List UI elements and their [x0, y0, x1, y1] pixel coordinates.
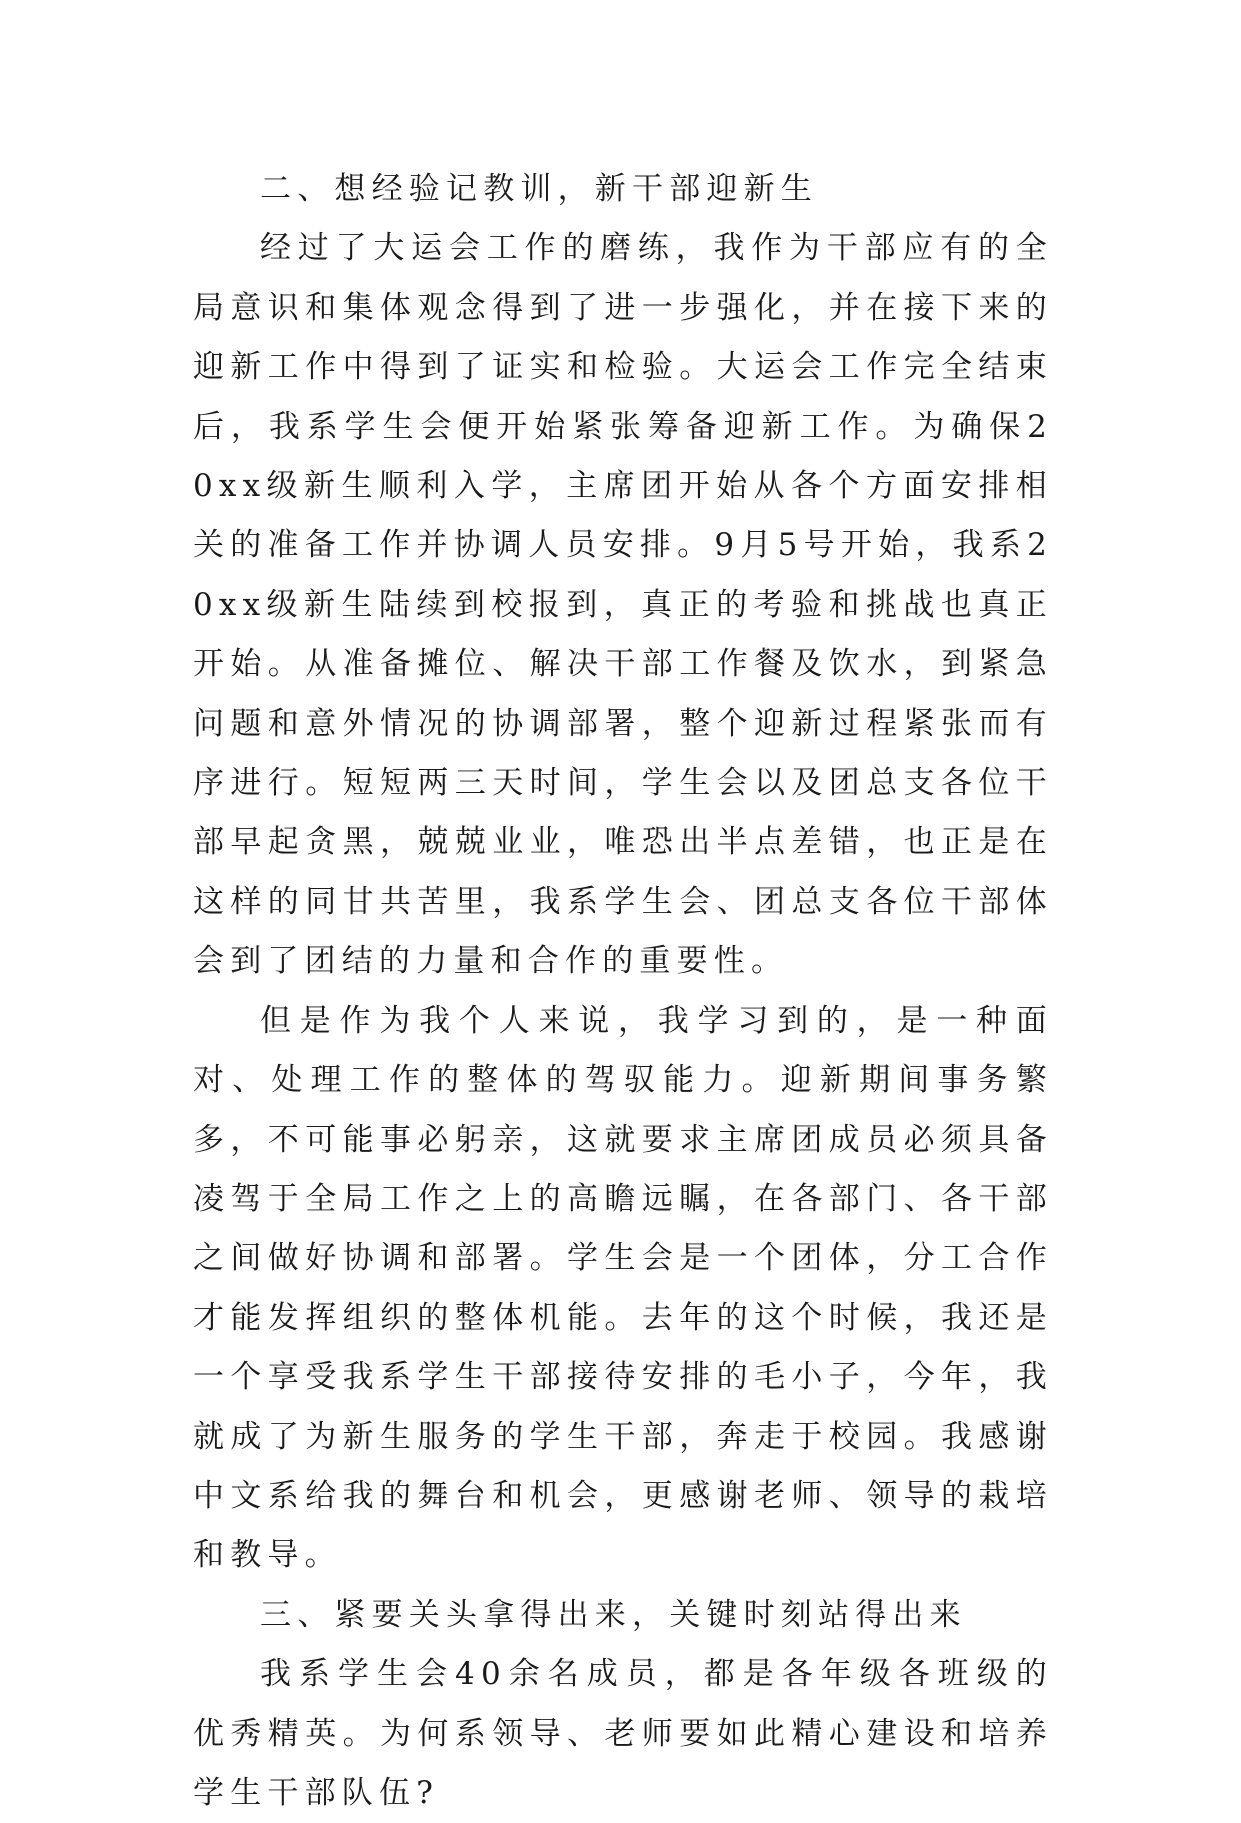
document-page — [193, 160, 1053, 1823]
paragraph-student-union-members: 我系学生会40余名成员，都是各年级各班级的优秀精英。为何系领导、老师要如此精心建设和培养学生干部队伍? — [193, 1656, 1053, 1811]
paragraph-welcome-work: 经过了大运会工作的磨练，我作为干部应有的全局意识和集体观念得到了进一步强化，并在接下来的迎新工作中得到了证实和检验。大运会工作完全结束后，我系学生会便开始紧张筹备迎新工作。为确保20xx级新生顺利入学，主席团开始从各个方面安排相关的准备工作并协调人员安排。9月5号开始，我系20xx级新生陆续到校报到，真正的考验和挑战也真正开始。从准备摊位、解决干部工作餐及饮水，到紧急问题和意外情况的协调部署，整个迎新过程紧张而有序进行。短短两三天时间，学生会以及团总支各位干部早起贪黑，兢兢业业，唯恐出半点差错，也正是在这样的同甘共苦里，我系学生会、团总支各位干部体会到了团结的力量和合作的重要性。 — [193, 230, 1053, 980]
section-heading-2: 二、想经验记教训，新干部迎新生 — [260, 171, 818, 207]
section-heading-3: 三、紧要关头拿得出来，关键时刻站得出来 — [260, 1596, 967, 1633]
paragraph-personal-learning: 但是作为我个人来说，我学习到的，是一种面对、处理工作的整体的驾驭能力。迎新期间事务繁多，不可能事必躬亲，这就要求主席团成员必须具备凌驾于全局工作之上的高瞻远瞩，在各部门、各干部之间做好协调和部署。学生会是一个团体，分工合作才能发挥组织的整体机能。去年的这个时候，我还是一个享受我系学生干部接待安排的毛小子，今年，我就成了为新生服务的学生干部，奔走于校园。我感谢中文系给我的舞台和机会，更感谢老师、领导的栽培和教导。 — [193, 1002, 1053, 1574]
